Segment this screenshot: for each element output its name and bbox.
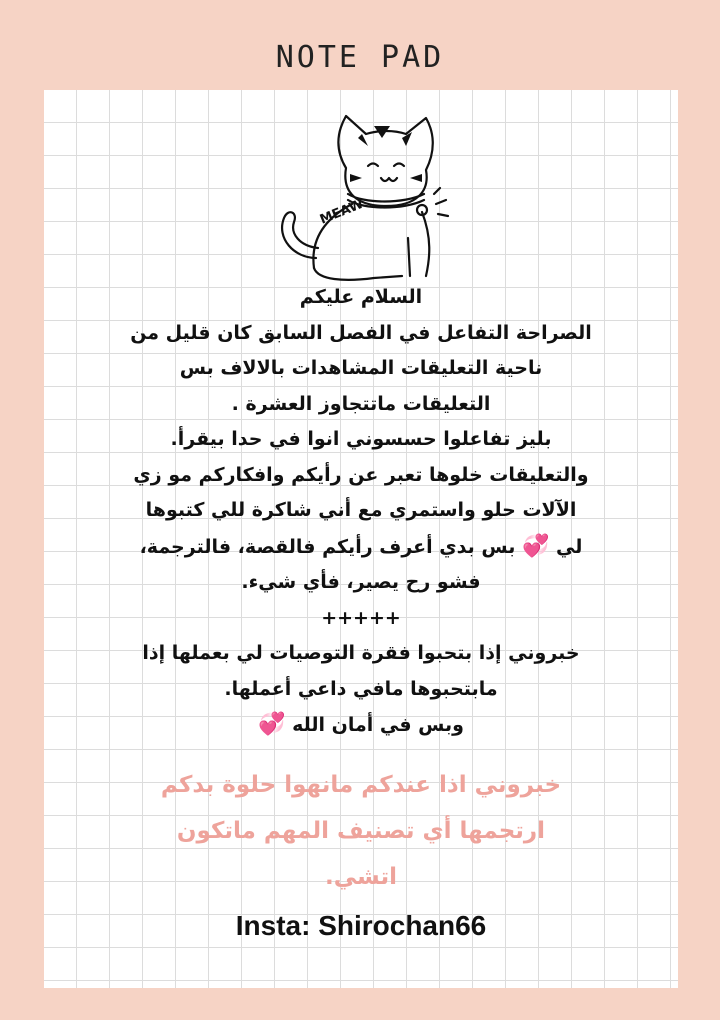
message-line: مابتحبوها مافي داعي أعملها. — [224, 677, 498, 700]
note-line: ارتجمها أي تصنيف المهم ماتكون — [176, 818, 546, 844]
message-text — [64, 280, 658, 744]
message-line: السلام عليكم — [299, 286, 423, 308]
page-title: NOTE PAD — [275, 40, 445, 75]
message-line: خبروني إذا بتحبوا فقرة التوصيات لي بعملها إذا — [142, 642, 580, 664]
cat-icon — [234, 108, 494, 288]
instagram-handle: Insta: Shirochan66 — [235, 910, 487, 941]
message-line: بليز تفاعلوا حسسوني انوا في حدا بيقرأ. — [170, 428, 552, 450]
message-line-with-heart — [64, 529, 658, 566]
note-line: خبروني اذا عندكم مانهوا حلوة بدكم — [160, 772, 562, 798]
notepad-paper — [44, 90, 678, 988]
message-line: الآلات حلو واستمري مع أني شاكرة للي كتبوها — [145, 499, 577, 521]
heart-icon: 💞 — [522, 533, 550, 559]
message-line: التعليقات ماتتجاوز العشرة . — [231, 392, 491, 415]
message-line-with-heart — [64, 707, 658, 744]
message-line: فشو رح يصير، فأي شيء. — [241, 571, 481, 593]
heart-icon: 💞 — [258, 712, 286, 737]
message-fragment: بس بدي أعرف رأيكم فالقصة، فالترجمة، — [139, 535, 516, 558]
message-line: والتعليقات خلوها تعبر عن رأيكم وافكاركم مو زي — [133, 463, 589, 486]
message-fragment: وبس في أمان الله — [292, 714, 464, 736]
cat-collar-text: MEAW — [317, 196, 366, 228]
message-line: الصراحة التفاعل في الفصل السابق كان قليل من — [130, 321, 592, 344]
note-line: اتشي. — [325, 864, 397, 890]
message-separator: +++++ — [321, 606, 401, 629]
message-line: ناحية التعليقات المشاهدات بالالاف بس — [179, 357, 543, 379]
note-text — [84, 762, 638, 900]
message-fragment: لي — [556, 535, 583, 558]
